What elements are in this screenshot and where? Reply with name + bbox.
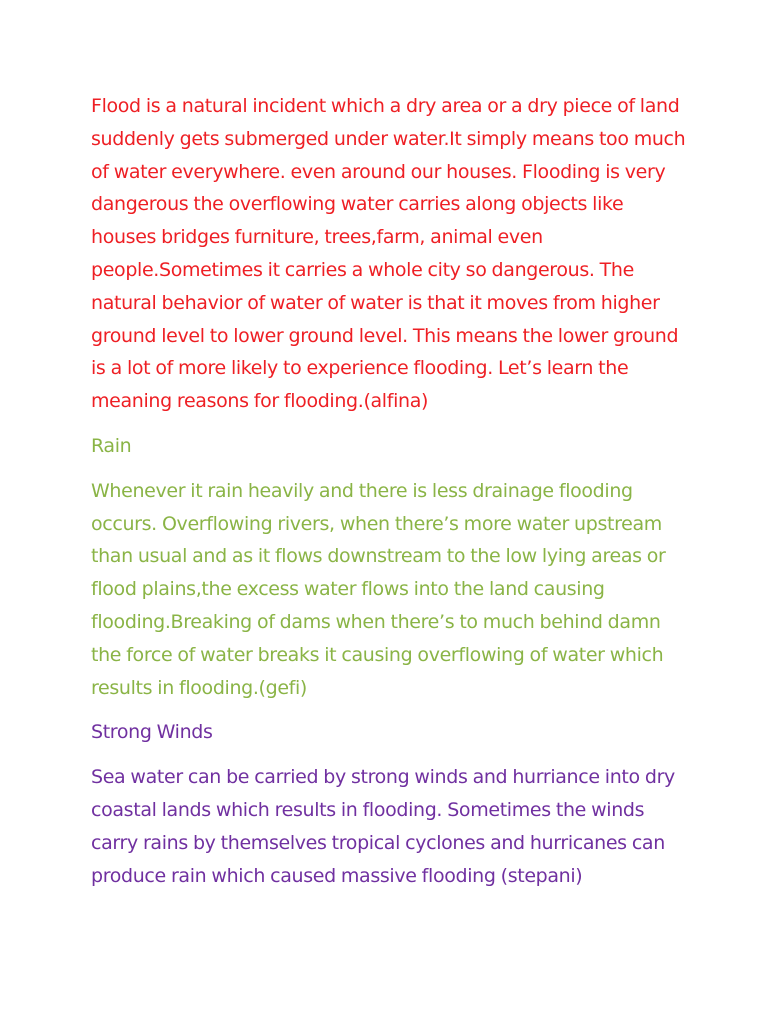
strong-winds-paragraph: Sea water can be carried by strong winds and hurriance into dry coastal lands which results in flooding. Sometimes the winds carry rains by themselves tropical cyclones and hurricanes can produce rain which caused massive flooding (stepani) [91,766,675,887]
rain-heading: Rain [91,434,132,457]
intro-paragraph: Flood is a natural incident which a dry area or a dry piece of land suddenly gets submerged under water.It simply means too much of water everywhere. even around our houses. Flooding is very dangerous the overflowing water carries along objects like houses bridges furniture, trees,farm, animal even people.Sometimes it carries a whole city so dangerous. The natural behavior of water of water is that it moves from higher ground level to lower ground level. This means the lower ground is a lot of more likely to experience flooding. Let’s learn the meaning reasons for flooding.(alfina) [91,95,686,413]
rain-paragraph: Whenever it rain heavily and there is less drainage flooding occurs. Overflowing rivers, when there’s more water upstream than usual and as it flows downstream to the low lying areas or flood plains,the excess water flows into the land causing flooding.Breaking of dams when there’s to much behind damn the force of water breaks it causing overflowing of water which results in flooding.(gefi) [91,479,666,699]
strong-winds-heading: Strong Winds [91,721,213,744]
document-body [91,90,691,904]
